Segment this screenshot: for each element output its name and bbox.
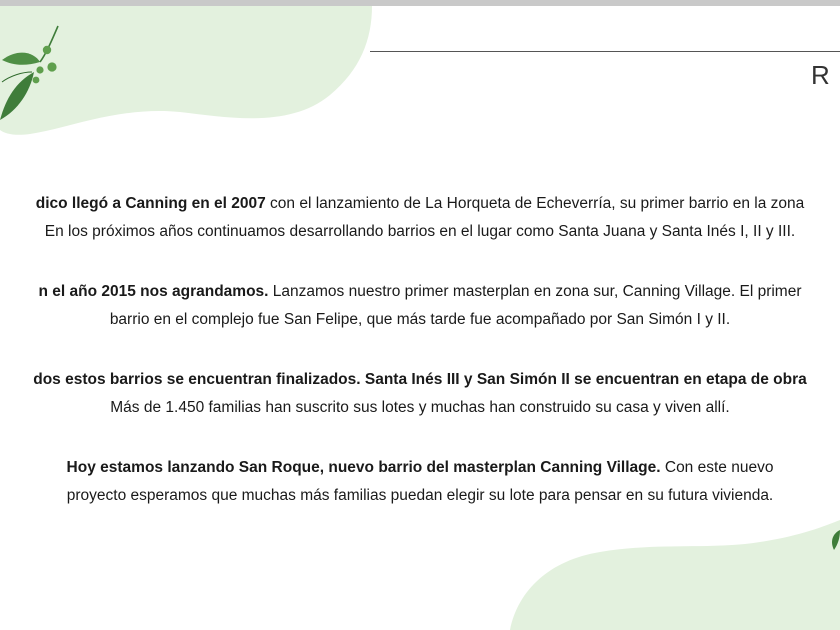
paragraph-1-text: con el lanzamiento de La Horqueta de Echeverría, su primer barrio en la zona xyxy=(265,195,805,212)
paragraph-4-bold: Hoy estamos lanzando San Roque, nuevo barrio del masterplan Canning Village. xyxy=(66,459,661,476)
paragraph-3-line-1 xyxy=(0,366,840,394)
paragraph-4-text: Con este nuevo xyxy=(660,459,774,476)
paragraph-2 xyxy=(0,278,840,334)
paragraph-4-line-1 xyxy=(0,454,840,482)
paragraph-4 xyxy=(0,454,840,510)
paragraph-1-bold: dico llegó a Canning en el 2007 xyxy=(35,195,266,212)
paragraph-3-line-2: Más de 1.450 familias han suscrito sus lotes y muchas han construido su casa y viven allí. xyxy=(110,399,730,416)
paragraph-2-line-1 xyxy=(0,278,840,306)
paragraph-4-line-2: proyecto esperamos que muchas más familias puedan elegir su lote para pensar en su futura vivienda. xyxy=(66,487,774,504)
paragraph-1-line-2: En los próximos años continuamos desarrollando barrios en el lugar como Santa Juana y Santa Inés I, II y III. xyxy=(44,223,796,240)
paragraph-1-line-1 xyxy=(0,190,840,218)
paragraph-3 xyxy=(0,366,840,422)
paragraph-2-line-2: barrio en el complejo fue San Felipe, que más tarde fue acompañado por San Simón I y II. xyxy=(109,311,731,328)
paragraph-2-bold: n el año 2015 nos agrandamos. xyxy=(38,283,269,300)
paragraph-1 xyxy=(0,190,840,246)
heading-fragment: R xyxy=(811,60,834,90)
paragraph-2-text: Lanzamos nuestro primer masterplan en zona sur, Canning Village. El primer xyxy=(268,283,802,300)
paragraph-3-bold: dos estos barrios se encuentran finalizados. Santa Inés III y San Simón II se encuentran en etapa de obra xyxy=(33,371,807,388)
